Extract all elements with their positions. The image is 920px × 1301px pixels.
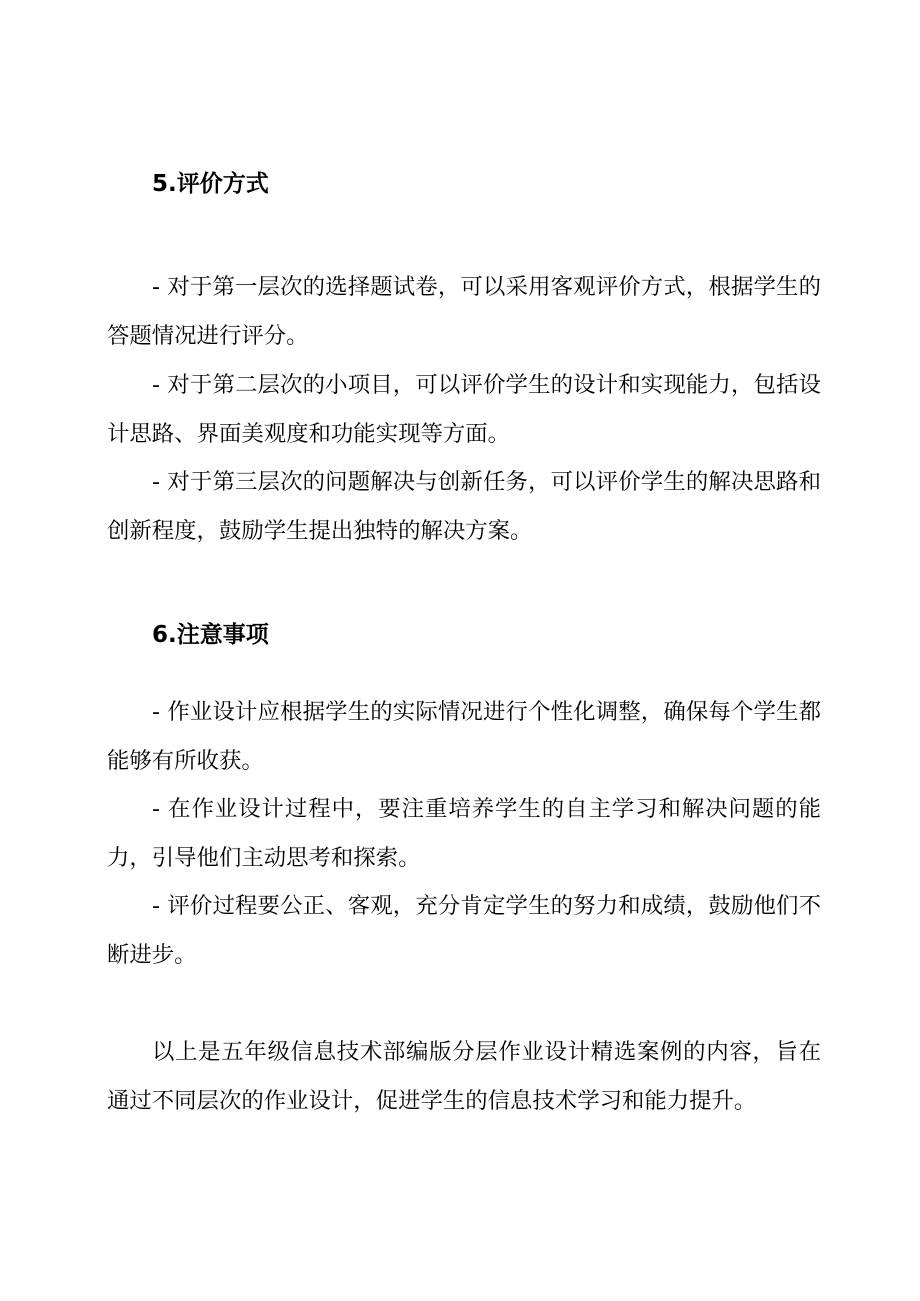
notes-item-self-learning: - 在作业设计过程中，要注重培养学生的自主学习和解决问题的能力，引导他们主动思考和探索。 bbox=[107, 796, 821, 871]
evaluation-item-level-3: - 对于第三层次的问题解决与创新任务，可以评价学生的解决思路和创新程度，鼓励学生提出独特的解决方案。 bbox=[107, 469, 821, 544]
section-heading-evaluation: 5.评价方式 bbox=[152, 171, 269, 197]
evaluation-item-level-2: - 对于第二层次的小项目，可以评价学生的设计和实现能力，包括设计思路、界面美观度和功能实现等方面。 bbox=[107, 372, 821, 447]
evaluation-item-level-1: - 对于第一层次的选择题试卷，可以采用客观评价方式，根据学生的答题情况进行评分。 bbox=[107, 274, 821, 349]
section-heading-notes: 6.注意事项 bbox=[152, 622, 269, 648]
conclusion-paragraph: 以上是五年级信息技术部编版分层作业设计精选案例的内容，旨在通过不同层次的作业设计，促进学生的信息技术学习和能力提升。 bbox=[107, 1039, 821, 1114]
notes-item-personalization: - 作业设计应根据学生的实际情况进行个性化调整，确保每个学生都能够有所收获。 bbox=[107, 699, 821, 774]
notes-item-fair-evaluation: - 评价过程要公正、客观，充分肯定学生的努力和成绩，鼓励他们不断进步。 bbox=[107, 893, 821, 968]
